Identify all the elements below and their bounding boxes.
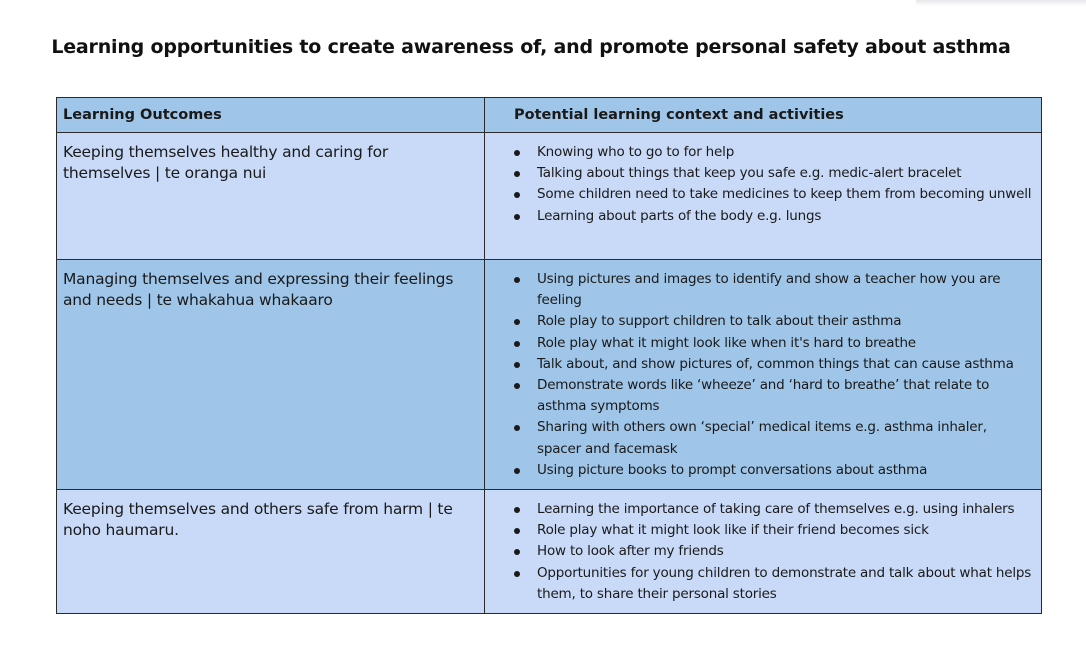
- bullet-icon: [514, 468, 520, 474]
- activities-cell: [485, 133, 1042, 260]
- list-item: Role play what it might look like when it's hard to breathe: [537, 333, 1033, 354]
- bullet-icon: [514, 341, 520, 347]
- activities-list: [485, 260, 1041, 489]
- bullet-icon: [514, 571, 520, 577]
- list-item: Sharing with others own ‘special’ medical items e.g. asthma inhaler, spacer and facemask: [537, 417, 1033, 459]
- header-learning-context: Potential learning context and activities: [485, 98, 1042, 133]
- table-row: [57, 260, 1042, 490]
- activities-cell: [485, 260, 1042, 490]
- learning-table: [56, 97, 1042, 614]
- header-learning-outcomes: Learning Outcomes: [57, 98, 485, 133]
- bullet-icon: [514, 528, 520, 534]
- bullet-icon: [514, 362, 520, 368]
- table-header-row: [57, 98, 1042, 133]
- bullet-icon: [514, 383, 520, 389]
- activities-list: [485, 133, 1041, 235]
- bullet-icon: [514, 171, 520, 177]
- bullet-icon: [514, 277, 520, 283]
- list-item: How to look after my friends: [537, 541, 1033, 562]
- bullet-icon: [514, 507, 520, 513]
- table-row: [57, 490, 1042, 614]
- outcome-cell: [57, 490, 485, 614]
- bullet-icon: [514, 425, 520, 431]
- bullet-icon: [514, 549, 520, 555]
- page-edge-shadow: [916, 0, 1086, 6]
- outcome-cell: [57, 260, 485, 490]
- list-item: Using picture books to prompt conversations about asthma: [537, 460, 1033, 481]
- list-item: Talk about, and show pictures of, common things that can cause asthma: [537, 354, 1033, 375]
- table-row: [57, 133, 1042, 260]
- outcome-text: Managing themselves and expressing their feelings and needs | te whakahua whakaaro: [63, 270, 454, 309]
- list-item: Some children need to take medicines to keep them from becoming unwell: [537, 184, 1033, 205]
- outcome-text: Keeping themselves and others safe from harm | te noho haumaru.: [63, 500, 453, 540]
- list-item: Learning the importance of taking care of themselves e.g. using inhalers: [537, 499, 1033, 520]
- list-item: Knowing who to go to for help: [537, 142, 1033, 163]
- bullet-icon: [514, 319, 520, 325]
- list-item: Talking about things that keep you safe e.g. medic-alert bracelet: [537, 163, 1033, 184]
- activities-cell: [485, 490, 1042, 614]
- outcome-cell: [57, 133, 485, 260]
- list-item: Demonstrate words like ‘wheeze’ and ‘hard to breathe’ that relate to asthma symptoms: [537, 375, 1033, 417]
- bullet-icon: [514, 150, 520, 156]
- list-item: Using pictures and images to identify and show a teacher how you are feeling: [537, 269, 1033, 311]
- list-item: Learning about parts of the body e.g. lungs: [537, 206, 1033, 227]
- list-item: Role play what it might look like if their friend becomes sick: [537, 520, 1033, 541]
- page-title: Learning opportunities to create awareness of, and promote personal safety about asthma: [51, 36, 1011, 58]
- bullet-icon: [514, 192, 520, 198]
- outcome-text: Keeping themselves healthy and caring for themselves | te oranga nui: [63, 143, 389, 182]
- list-item: Role play to support children to talk about their asthma: [537, 311, 1033, 332]
- list-item: Opportunities for young children to demonstrate and talk about what helps them, to share their personal stories: [537, 563, 1033, 605]
- activities-list: [485, 490, 1041, 613]
- bullet-icon: [514, 214, 520, 220]
